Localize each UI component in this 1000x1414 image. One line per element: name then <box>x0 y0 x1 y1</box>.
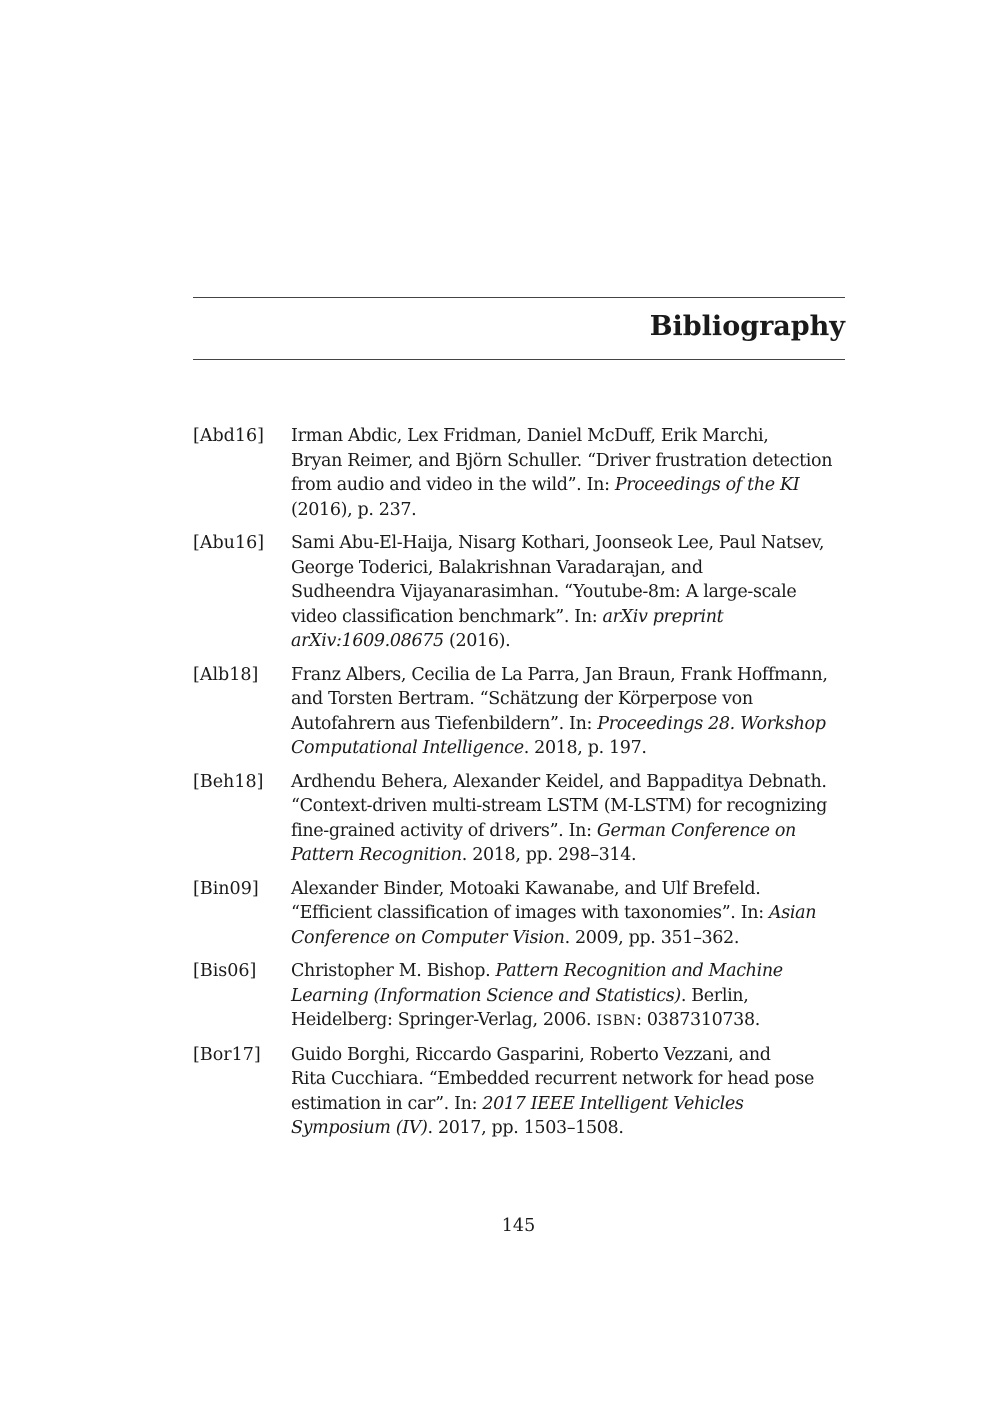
bib-line <box>291 629 853 654</box>
bib-line-part: video classification benchmark”. In: <box>291 606 603 627</box>
bib-line <box>291 926 853 951</box>
bib-venue: arXiv preprint <box>602 606 724 627</box>
bib-entry-beh18 <box>193 770 853 868</box>
bib-key: [Abu16] <box>193 533 265 553</box>
bib-line-part: : 0387310738. <box>636 1010 760 1030</box>
bib-line: Rita Cucchiara. “Embedded recurrent network for head pose <box>291 1069 815 1089</box>
bib-text <box>291 663 853 761</box>
bib-line <box>291 736 853 761</box>
bib-line: Guido Borghi, Riccardo Gasparini, Roberto Vezzani, and <box>291 1044 771 1065</box>
bib-venue: Learning (Information Science and Statistics) <box>291 985 681 1006</box>
bib-line: Alexander Binder, Motoaki Kawanabe, and Ulf Brefeld. <box>291 878 761 899</box>
bib-line: George Toderici, Balakrishnan Varadarajan, and <box>291 557 703 578</box>
bib-line <box>291 473 853 498</box>
bib-line <box>291 901 853 926</box>
bib-line-part: . 2017, pp. 1503–1508. <box>427 1118 624 1138</box>
bib-key: [Beh18] <box>193 771 264 792</box>
bib-line: Sudheendra Vijayanarasimhan. “Youtube-8m: A large-scale <box>291 582 797 602</box>
bib-line: Sami Abu-El-Haija, Nisarg Kothari, Joonseok Lee, Paul Natsev, <box>291 533 825 553</box>
bib-venue: Computational Intelligence <box>291 738 524 758</box>
bib-entry-alb18 <box>193 663 853 761</box>
isbn-label: ISBN <box>596 1013 637 1029</box>
bib-key: [Alb18] <box>193 664 259 685</box>
bib-line <box>291 1116 853 1141</box>
bib-line-part: “Efficient classification of images with taxonomies”. In: <box>291 903 769 923</box>
bib-text <box>291 959 853 1034</box>
bib-line <box>291 819 853 844</box>
bib-entry-bis06 <box>193 959 853 1034</box>
bib-venue: 2017 IEEE Intelligent Vehicles <box>482 1093 744 1114</box>
bib-line-part: . 2018, p. 197. <box>523 738 647 758</box>
bib-text <box>291 1043 853 1141</box>
bib-line <box>291 712 853 737</box>
bib-line-part: Autofahrern aus Tiefenbildern”. In: <box>291 713 598 734</box>
bib-line-part: . 2009, pp. 351–362. <box>564 927 740 948</box>
bib-line <box>291 843 853 868</box>
bib-line: Ardhendu Behera, Alexander Keidel, and Bappaditya Debnath. <box>291 771 827 792</box>
bib-text <box>291 531 853 654</box>
bib-line <box>291 959 853 984</box>
chapter-title: Bibliography <box>649 311 845 342</box>
bib-line: Bryan Reimer, and Björn Schuller. “Driver frustration detection <box>291 450 833 471</box>
bib-entry-bin09 <box>193 877 853 951</box>
bib-line: and Torsten Bertram. “Schätzung der Körperpose von <box>291 689 753 709</box>
bib-line: “Context-driven multi-stream LSTM (M-LSTM) for recognizing <box>291 796 827 816</box>
bib-venue: Asian <box>768 903 817 923</box>
bib-line: Irman Abdic, Lex Fridman, Daniel McDuff, Erik Marchi, <box>291 426 769 446</box>
bib-venue: Conference on Computer Vision <box>291 927 565 948</box>
bib-line-part: estimation in car”. In: <box>291 1093 483 1114</box>
bib-line <box>291 984 853 1009</box>
bib-entry-abd16 <box>193 424 853 522</box>
bib-venue: Pattern Recognition and Machine <box>495 961 783 981</box>
bib-text <box>291 770 853 868</box>
page-number: 145 <box>501 1216 536 1236</box>
bib-line <box>291 1092 853 1117</box>
bib-text <box>291 424 853 522</box>
bib-key: [Bis06] <box>193 961 257 981</box>
bib-venue: Proceedings of the KI <box>614 475 800 495</box>
bib-line: (2016), p. 237. <box>291 499 417 520</box>
bib-venue: arXiv:1609.08675 <box>291 631 444 651</box>
bib-venue: German Conference on <box>596 820 796 841</box>
chapter-rule-top <box>193 297 845 298</box>
bib-key: [Bin09] <box>193 878 259 899</box>
bib-line-part: Heidelberg: Springer-Verlag, 2006. <box>291 1010 597 1030</box>
chapter-rule-bottom <box>193 359 845 360</box>
bib-venue: Proceedings 28. Workshop <box>597 713 826 734</box>
bib-line-part: . Berlin, <box>680 985 749 1006</box>
bib-line <box>291 605 853 630</box>
bib-entry-abu16 <box>193 531 853 654</box>
bib-entry-bor17 <box>193 1043 853 1141</box>
bib-key: [Abd16] <box>193 426 264 446</box>
bib-venue: Symposium (IV) <box>291 1118 428 1138</box>
bib-line-part: (2016). <box>443 631 511 651</box>
bib-text <box>291 877 853 951</box>
bib-line-part: Christopher M. Bishop. <box>291 961 496 981</box>
bib-key: [Bor17] <box>193 1044 261 1065</box>
bib-line-part: . 2018, pp. 298–314. <box>461 845 637 865</box>
bibliography-list <box>193 424 853 1150</box>
bib-venue: Pattern Recognition <box>291 845 462 865</box>
bib-line <box>291 1008 853 1034</box>
bib-line: Franz Albers, Cecilia de La Parra, Jan Braun, Frank Hoffmann, <box>291 664 828 685</box>
bib-line-part: fine-grained activity of drivers”. In: <box>291 820 597 841</box>
bib-line-part: from audio and video in the wild”. In: <box>291 475 615 495</box>
